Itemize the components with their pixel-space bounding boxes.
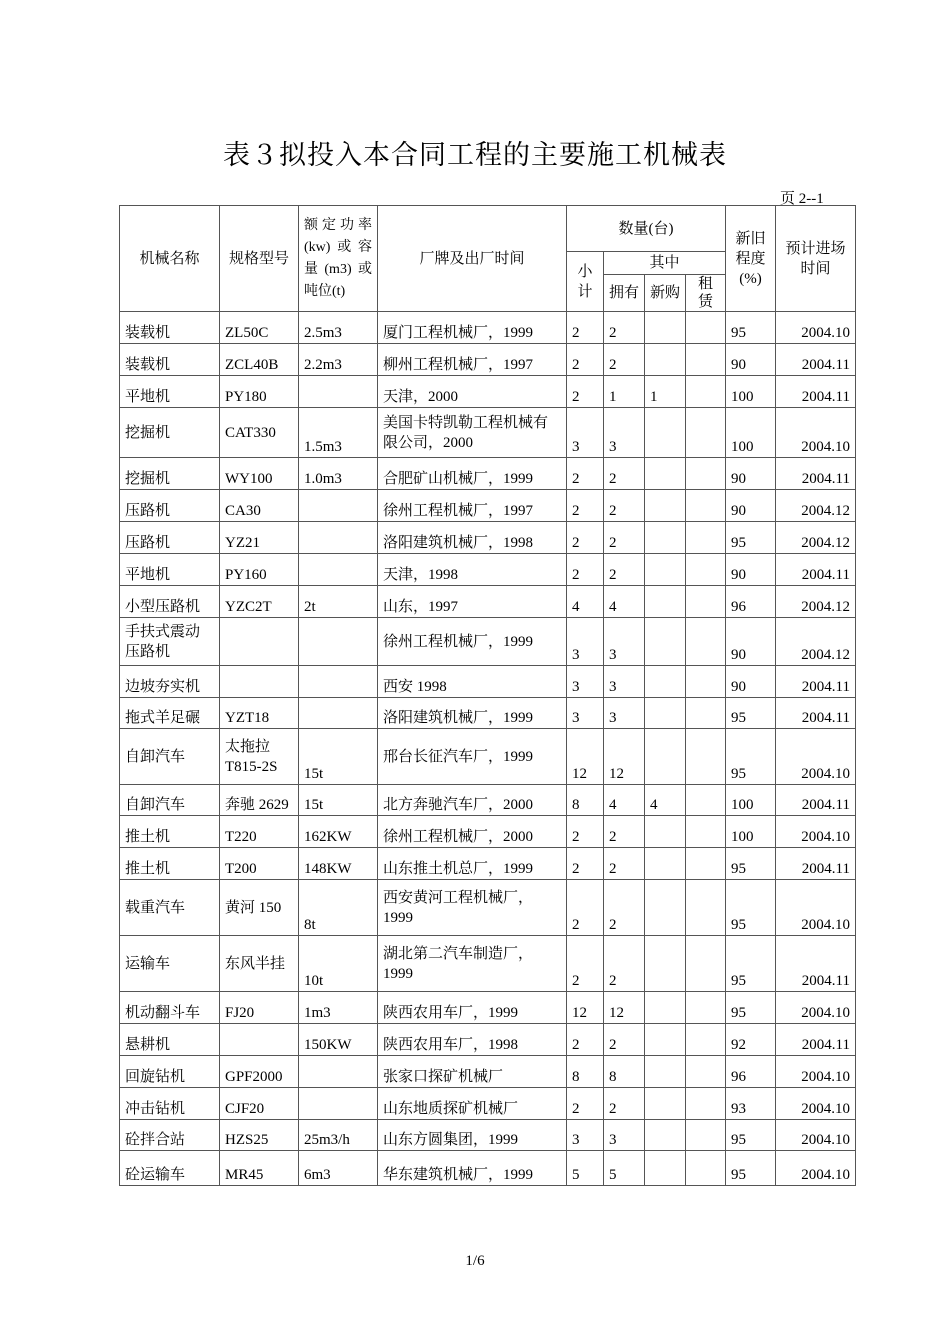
equipment-table bbox=[119, 205, 856, 1186]
table-row bbox=[120, 458, 856, 490]
cell-power bbox=[299, 666, 378, 698]
cell-name: 装载机 bbox=[120, 344, 220, 376]
table-row bbox=[120, 344, 856, 376]
cell-maker: 合肥矿山机械厂，1999 bbox=[378, 458, 567, 490]
cell-condition: 96 bbox=[726, 586, 776, 618]
cell-condition: 90 bbox=[726, 666, 776, 698]
table-body bbox=[120, 312, 856, 1186]
table-row bbox=[120, 816, 856, 848]
cell-power: 1.0m3 bbox=[299, 458, 378, 490]
table-row bbox=[120, 490, 856, 522]
cell-lease bbox=[686, 1024, 726, 1056]
cell-maker: 徐州工程机械厂，1997 bbox=[378, 490, 567, 522]
cell-power: 2.5m3 bbox=[299, 312, 378, 344]
cell-maker: 山东地质探矿机械厂 bbox=[378, 1088, 567, 1120]
cell-arrival: 2004.10 bbox=[776, 729, 856, 785]
page-label: 页 2--1 bbox=[780, 191, 824, 207]
cell-maker: 华东建筑机械厂，1999 bbox=[378, 1151, 567, 1186]
cell-model: CAT330 bbox=[220, 408, 299, 458]
header-maker: 厂牌及出厂时间 bbox=[378, 206, 567, 312]
cell-arrival: 2004.10 bbox=[776, 1088, 856, 1120]
header-owned: 拥有 bbox=[604, 275, 645, 312]
cell-power bbox=[299, 698, 378, 729]
cell-arrival: 2004.11 bbox=[776, 666, 856, 698]
cell-lease bbox=[686, 880, 726, 936]
cell-lease bbox=[686, 618, 726, 666]
table-row bbox=[120, 992, 856, 1024]
cell-condition: 96 bbox=[726, 1056, 776, 1088]
cell-power bbox=[299, 1088, 378, 1120]
cell-name: 机动翻斗车 bbox=[120, 992, 220, 1024]
table-row bbox=[120, 1120, 856, 1151]
cell-new: 4 bbox=[645, 785, 686, 816]
cell-owned: 2 bbox=[604, 936, 645, 992]
cell-condition: 90 bbox=[726, 554, 776, 586]
cell-maker: 山东推土机总厂，1999 bbox=[378, 848, 567, 880]
cell-name: 悬耕机 bbox=[120, 1024, 220, 1056]
cell-arrival: 2004.10 bbox=[776, 816, 856, 848]
cell-lease bbox=[686, 1151, 726, 1186]
cell-lease bbox=[686, 785, 726, 816]
cell-model bbox=[220, 618, 299, 666]
cell-name: 平地机 bbox=[120, 554, 220, 586]
cell-owned: 4 bbox=[604, 785, 645, 816]
cell-new bbox=[645, 848, 686, 880]
cell-maker: 陕西农用车厂，1999 bbox=[378, 992, 567, 1024]
cell-arrival: 2004.11 bbox=[776, 376, 856, 408]
cell-owned: 2 bbox=[604, 522, 645, 554]
table-row bbox=[120, 1056, 856, 1088]
cell-owned: 5 bbox=[604, 1151, 645, 1186]
cell-new bbox=[645, 992, 686, 1024]
header-subtotal: 小计 bbox=[567, 252, 604, 312]
cell-arrival: 2004.10 bbox=[776, 312, 856, 344]
cell-subtotal: 2 bbox=[567, 312, 604, 344]
cell-new bbox=[645, 1088, 686, 1120]
table-row bbox=[120, 880, 856, 936]
cell-new bbox=[645, 490, 686, 522]
cell-name: 平地机 bbox=[120, 376, 220, 408]
cell-model: 奔驰 2629 bbox=[220, 785, 299, 816]
cell-maker: 张家口探矿机械厂 bbox=[378, 1056, 567, 1088]
cell-maker: 西安黄河工程机械厂，1999 bbox=[378, 880, 567, 936]
cell-maker: 洛阳建筑机械厂，1999 bbox=[378, 698, 567, 729]
cell-arrival: 2004.11 bbox=[776, 554, 856, 586]
cell-model bbox=[220, 1024, 299, 1056]
cell-condition: 95 bbox=[726, 936, 776, 992]
cell-lease bbox=[686, 458, 726, 490]
cell-power: 15t bbox=[299, 729, 378, 785]
cell-arrival: 2004.11 bbox=[776, 344, 856, 376]
cell-model: CJF20 bbox=[220, 1088, 299, 1120]
cell-condition: 95 bbox=[726, 729, 776, 785]
cell-subtotal: 4 bbox=[567, 586, 604, 618]
cell-subtotal: 2 bbox=[567, 490, 604, 522]
cell-arrival: 2004.10 bbox=[776, 880, 856, 936]
cell-condition: 90 bbox=[726, 458, 776, 490]
cell-model: YZT18 bbox=[220, 698, 299, 729]
cell-owned: 2 bbox=[604, 816, 645, 848]
cell-owned: 2 bbox=[604, 490, 645, 522]
cell-arrival: 2004.12 bbox=[776, 586, 856, 618]
table-row bbox=[120, 554, 856, 586]
cell-power: 1m3 bbox=[299, 992, 378, 1024]
cell-name: 自卸汽车 bbox=[120, 729, 220, 785]
cell-new bbox=[645, 522, 686, 554]
cell-arrival: 2004.11 bbox=[776, 698, 856, 729]
cell-model: ZL50C bbox=[220, 312, 299, 344]
cell-arrival: 2004.10 bbox=[776, 1056, 856, 1088]
cell-owned: 3 bbox=[604, 698, 645, 729]
cell-new bbox=[645, 1151, 686, 1186]
cell-power: 15t bbox=[299, 785, 378, 816]
cell-owned: 2 bbox=[604, 1024, 645, 1056]
cell-model: PY160 bbox=[220, 554, 299, 586]
cell-owned: 1 bbox=[604, 376, 645, 408]
cell-lease bbox=[686, 376, 726, 408]
cell-subtotal: 2 bbox=[567, 936, 604, 992]
cell-subtotal: 3 bbox=[567, 666, 604, 698]
cell-subtotal: 2 bbox=[567, 458, 604, 490]
cell-arrival: 2004.10 bbox=[776, 1120, 856, 1151]
header-among: 其中 bbox=[604, 252, 726, 275]
cell-new bbox=[645, 1056, 686, 1088]
table-row bbox=[120, 618, 856, 666]
cell-maker: 北方奔驰汽车厂，2000 bbox=[378, 785, 567, 816]
table-row bbox=[120, 848, 856, 880]
cell-power: 8t bbox=[299, 880, 378, 936]
cell-maker: 邢台长征汽车厂，1999 bbox=[378, 729, 567, 785]
cell-new bbox=[645, 936, 686, 992]
cell-lease bbox=[686, 992, 726, 1024]
cell-name: 砼运输车 bbox=[120, 1151, 220, 1186]
cell-new bbox=[645, 554, 686, 586]
cell-condition: 95 bbox=[726, 522, 776, 554]
cell-maker: 洛阳建筑机械厂，1998 bbox=[378, 522, 567, 554]
cell-owned: 3 bbox=[604, 618, 645, 666]
cell-owned: 2 bbox=[604, 312, 645, 344]
cell-maker: 柳州工程机械厂，1997 bbox=[378, 344, 567, 376]
table-row bbox=[120, 376, 856, 408]
cell-arrival: 2004.12 bbox=[776, 522, 856, 554]
cell-name: 边坡夯实机 bbox=[120, 666, 220, 698]
cell-new bbox=[645, 458, 686, 490]
cell-model: 太拖拉T815-2S bbox=[220, 729, 299, 785]
cell-power: 150KW bbox=[299, 1024, 378, 1056]
cell-condition: 95 bbox=[726, 1151, 776, 1186]
header-arrival: 预计进场时间 bbox=[776, 206, 856, 312]
cell-owned: 12 bbox=[604, 992, 645, 1024]
cell-condition: 100 bbox=[726, 376, 776, 408]
cell-name: 运输车 bbox=[120, 936, 220, 992]
cell-name: 挖掘机 bbox=[120, 458, 220, 490]
cell-lease bbox=[686, 1120, 726, 1151]
cell-arrival: 2004.10 bbox=[776, 992, 856, 1024]
table-row bbox=[120, 408, 856, 458]
cell-new bbox=[645, 408, 686, 458]
cell-owned: 2 bbox=[604, 1088, 645, 1120]
cell-model: T220 bbox=[220, 816, 299, 848]
cell-subtotal: 5 bbox=[567, 1151, 604, 1186]
cell-maker: 山东，1997 bbox=[378, 586, 567, 618]
cell-condition: 100 bbox=[726, 816, 776, 848]
cell-model: 东风半挂 bbox=[220, 936, 299, 992]
cell-arrival: 2004.11 bbox=[776, 848, 856, 880]
cell-arrival: 2004.11 bbox=[776, 936, 856, 992]
cell-new bbox=[645, 1024, 686, 1056]
cell-condition: 93 bbox=[726, 1088, 776, 1120]
cell-model: YZC2T bbox=[220, 586, 299, 618]
cell-subtotal: 2 bbox=[567, 522, 604, 554]
cell-subtotal: 2 bbox=[567, 344, 604, 376]
cell-lease bbox=[686, 816, 726, 848]
cell-new bbox=[645, 698, 686, 729]
cell-owned: 4 bbox=[604, 586, 645, 618]
cell-lease bbox=[686, 522, 726, 554]
cell-maker: 陕西农用车厂，1998 bbox=[378, 1024, 567, 1056]
cell-lease bbox=[686, 1088, 726, 1120]
cell-power: 6m3 bbox=[299, 1151, 378, 1186]
cell-lease bbox=[686, 936, 726, 992]
cell-power: 1.5m3 bbox=[299, 408, 378, 458]
table-row bbox=[120, 312, 856, 344]
cell-condition: 90 bbox=[726, 344, 776, 376]
cell-owned: 2 bbox=[604, 848, 645, 880]
cell-condition: 95 bbox=[726, 1120, 776, 1151]
cell-owned: 3 bbox=[604, 1120, 645, 1151]
cell-power: 2.2m3 bbox=[299, 344, 378, 376]
cell-model: CA30 bbox=[220, 490, 299, 522]
cell-power bbox=[299, 554, 378, 586]
table-row bbox=[120, 1024, 856, 1056]
cell-new bbox=[645, 666, 686, 698]
cell-owned: 2 bbox=[604, 458, 645, 490]
cell-condition: 95 bbox=[726, 880, 776, 936]
cell-subtotal: 3 bbox=[567, 408, 604, 458]
cell-lease bbox=[686, 554, 726, 586]
cell-subtotal: 2 bbox=[567, 554, 604, 586]
cell-new bbox=[645, 312, 686, 344]
cell-power: 162KW bbox=[299, 816, 378, 848]
table-row bbox=[120, 1088, 856, 1120]
table-row bbox=[120, 586, 856, 618]
cell-maker: 美国卡特凯勒工程机械有限公司，2000 bbox=[378, 408, 567, 458]
cell-maker: 徐州工程机械厂，2000 bbox=[378, 816, 567, 848]
cell-subtotal: 2 bbox=[567, 376, 604, 408]
cell-name: 推土机 bbox=[120, 816, 220, 848]
cell-power: 25m3/h bbox=[299, 1120, 378, 1151]
cell-power: 10t bbox=[299, 936, 378, 992]
cell-lease bbox=[686, 848, 726, 880]
cell-subtotal: 2 bbox=[567, 1088, 604, 1120]
header-condition: 新旧程度(%) bbox=[726, 206, 776, 312]
cell-name: 自卸汽车 bbox=[120, 785, 220, 816]
cell-power bbox=[299, 376, 378, 408]
cell-power bbox=[299, 618, 378, 666]
cell-owned: 12 bbox=[604, 729, 645, 785]
cell-new bbox=[645, 816, 686, 848]
cell-new bbox=[645, 618, 686, 666]
cell-model: T200 bbox=[220, 848, 299, 880]
cell-subtotal: 3 bbox=[567, 1120, 604, 1151]
table-row bbox=[120, 1151, 856, 1186]
cell-lease bbox=[686, 312, 726, 344]
cell-condition: 90 bbox=[726, 490, 776, 522]
cell-condition: 100 bbox=[726, 408, 776, 458]
cell-arrival: 2004.11 bbox=[776, 458, 856, 490]
cell-power bbox=[299, 522, 378, 554]
cell-subtotal: 3 bbox=[567, 618, 604, 666]
cell-lease bbox=[686, 344, 726, 376]
page-footer: 1/6 bbox=[465, 1253, 485, 1269]
cell-maker: 西安 1998 bbox=[378, 666, 567, 698]
cell-condition: 95 bbox=[726, 848, 776, 880]
cell-maker: 徐州工程机械厂，1999 bbox=[378, 618, 567, 666]
cell-arrival: 2004.10 bbox=[776, 408, 856, 458]
cell-condition: 95 bbox=[726, 992, 776, 1024]
cell-new bbox=[645, 880, 686, 936]
cell-condition: 95 bbox=[726, 698, 776, 729]
cell-new: 1 bbox=[645, 376, 686, 408]
cell-arrival: 2004.11 bbox=[776, 1024, 856, 1056]
cell-maker: 厦门工程机械厂，1999 bbox=[378, 312, 567, 344]
cell-subtotal: 2 bbox=[567, 848, 604, 880]
cell-maker: 山东方圆集团，1999 bbox=[378, 1120, 567, 1151]
cell-name: 回旋钻机 bbox=[120, 1056, 220, 1088]
header-model: 规格型号 bbox=[220, 206, 299, 312]
cell-subtotal: 3 bbox=[567, 698, 604, 729]
cell-maker: 天津，2000 bbox=[378, 376, 567, 408]
cell-name: 冲击钻机 bbox=[120, 1088, 220, 1120]
cell-arrival: 2004.10 bbox=[776, 1151, 856, 1186]
cell-power: 148KW bbox=[299, 848, 378, 880]
header-leased: 租赁 bbox=[686, 275, 726, 312]
table-row bbox=[120, 522, 856, 554]
cell-model: HZS25 bbox=[220, 1120, 299, 1151]
cell-subtotal: 2 bbox=[567, 816, 604, 848]
cell-maker: 天津，1998 bbox=[378, 554, 567, 586]
cell-subtotal: 8 bbox=[567, 785, 604, 816]
cell-model: 黄河 150 bbox=[220, 880, 299, 936]
cell-owned: 3 bbox=[604, 408, 645, 458]
cell-condition: 100 bbox=[726, 785, 776, 816]
cell-model: GPF2000 bbox=[220, 1056, 299, 1088]
cell-lease bbox=[686, 490, 726, 522]
cell-owned: 8 bbox=[604, 1056, 645, 1088]
cell-subtotal: 12 bbox=[567, 729, 604, 785]
cell-name: 压路机 bbox=[120, 490, 220, 522]
cell-arrival: 2004.12 bbox=[776, 618, 856, 666]
cell-arrival: 2004.12 bbox=[776, 490, 856, 522]
table-row bbox=[120, 936, 856, 992]
page-title: 表３拟投入本合同工程的主要施工机械表 bbox=[223, 140, 727, 171]
cell-name: 拖式羊足碾 bbox=[120, 698, 220, 729]
cell-condition: 90 bbox=[726, 618, 776, 666]
cell-lease bbox=[686, 586, 726, 618]
cell-subtotal: 8 bbox=[567, 1056, 604, 1088]
header-name: 机械名称 bbox=[120, 206, 220, 312]
cell-power bbox=[299, 490, 378, 522]
cell-subtotal: 12 bbox=[567, 992, 604, 1024]
table-row bbox=[120, 729, 856, 785]
cell-lease bbox=[686, 408, 726, 458]
cell-lease bbox=[686, 666, 726, 698]
cell-name: 手扶式震动压路机 bbox=[120, 618, 220, 666]
cell-maker: 湖北第二汽车制造厂，1999 bbox=[378, 936, 567, 992]
cell-new bbox=[645, 586, 686, 618]
cell-model bbox=[220, 666, 299, 698]
cell-name: 压路机 bbox=[120, 522, 220, 554]
table-row bbox=[120, 698, 856, 729]
table-row bbox=[120, 785, 856, 816]
cell-arrival: 2004.11 bbox=[776, 785, 856, 816]
cell-name: 小型压路机 bbox=[120, 586, 220, 618]
cell-name: 载重汽车 bbox=[120, 880, 220, 936]
cell-name: 装载机 bbox=[120, 312, 220, 344]
cell-lease bbox=[686, 698, 726, 729]
cell-owned: 2 bbox=[604, 344, 645, 376]
cell-model: WY100 bbox=[220, 458, 299, 490]
cell-new bbox=[645, 729, 686, 785]
cell-condition: 92 bbox=[726, 1024, 776, 1056]
cell-new bbox=[645, 1120, 686, 1151]
cell-model: YZ21 bbox=[220, 522, 299, 554]
cell-owned: 3 bbox=[604, 666, 645, 698]
cell-name: 挖掘机 bbox=[120, 408, 220, 458]
cell-subtotal: 2 bbox=[567, 880, 604, 936]
cell-lease bbox=[686, 729, 726, 785]
cell-model: ZCL40B bbox=[220, 344, 299, 376]
cell-new bbox=[645, 344, 686, 376]
cell-power bbox=[299, 1056, 378, 1088]
cell-power: 2t bbox=[299, 586, 378, 618]
cell-model: MR45 bbox=[220, 1151, 299, 1186]
cell-name: 推土机 bbox=[120, 848, 220, 880]
cell-lease bbox=[686, 1056, 726, 1088]
header-power: 额定功率(kw)或容量(m3)或吨位(t) bbox=[299, 206, 378, 312]
cell-owned: 2 bbox=[604, 880, 645, 936]
header-quantity: 数量(台) bbox=[567, 206, 726, 252]
cell-model: FJ20 bbox=[220, 992, 299, 1024]
header-new-purchase: 新购 bbox=[645, 275, 686, 312]
cell-subtotal: 2 bbox=[567, 1024, 604, 1056]
cell-condition: 95 bbox=[726, 312, 776, 344]
cell-name: 砼拌合站 bbox=[120, 1120, 220, 1151]
table-row bbox=[120, 666, 856, 698]
cell-owned: 2 bbox=[604, 554, 645, 586]
cell-model: PY180 bbox=[220, 376, 299, 408]
